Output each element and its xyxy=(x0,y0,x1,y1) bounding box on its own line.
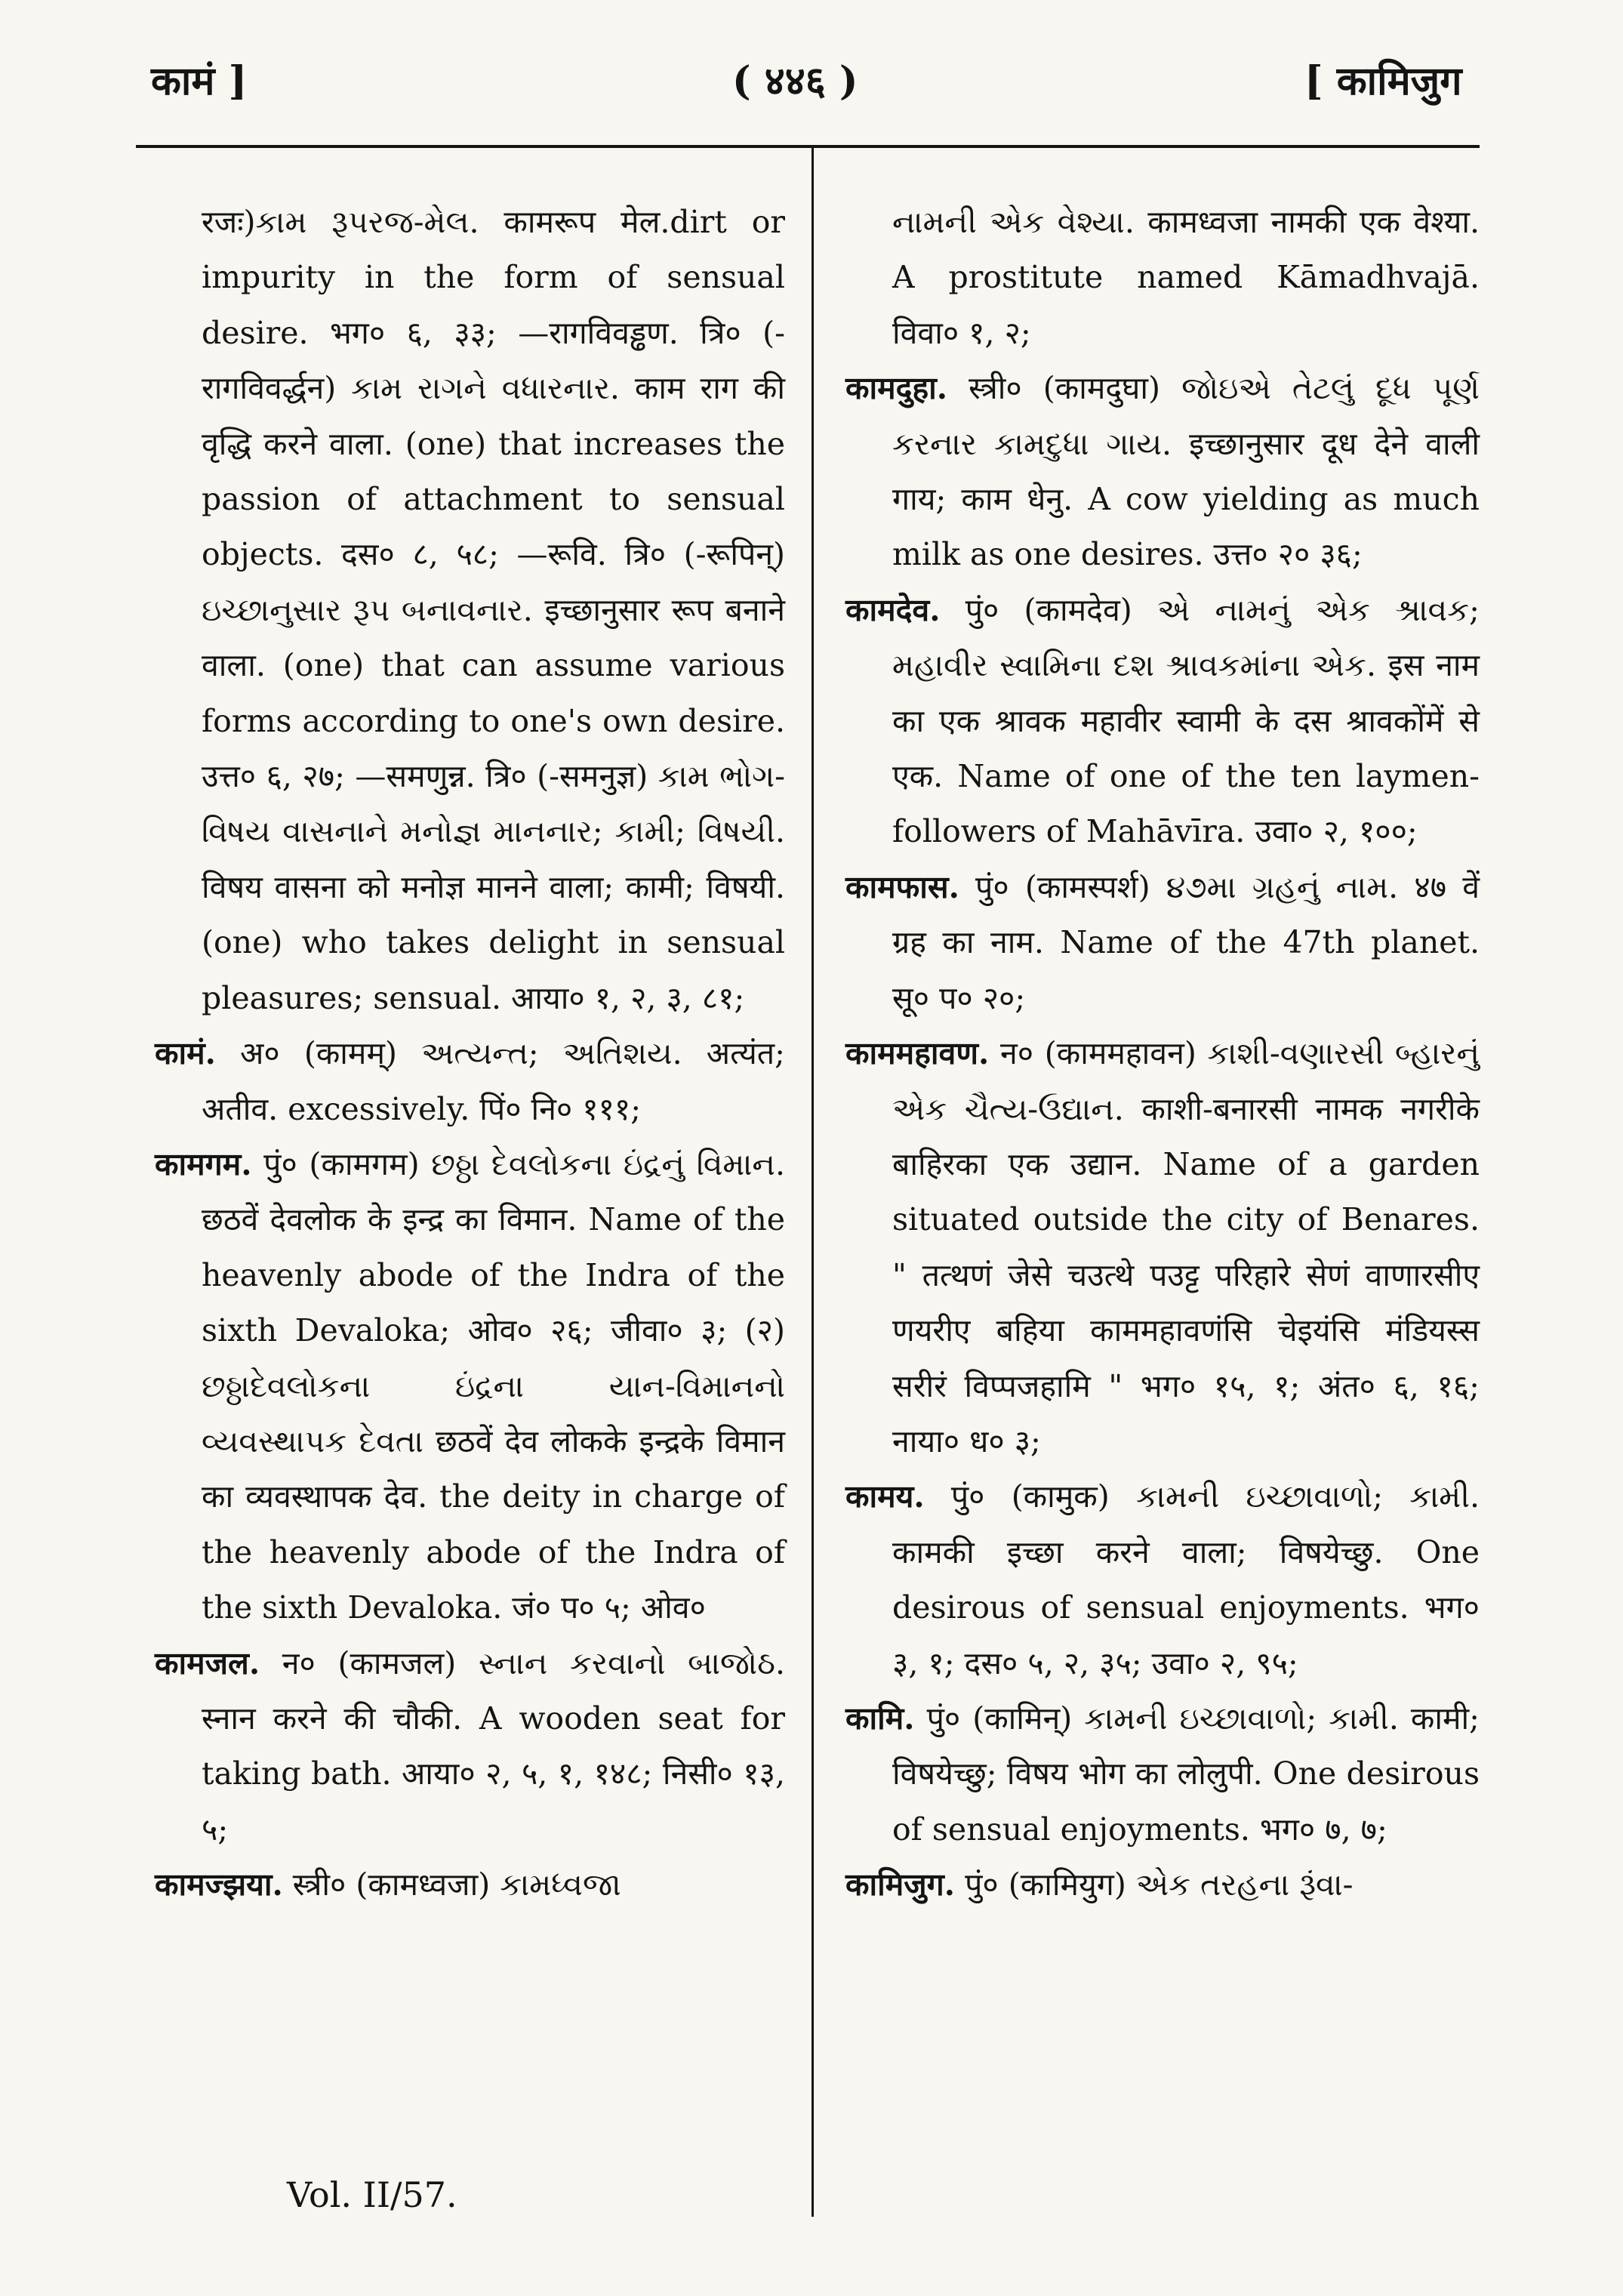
entry-headword: काममहावण. xyxy=(845,1035,990,1072)
entry-text: रजः)કામ રૂપરજ-મેલ. कामरूप मेल.dirt or impurity in the form of sensual desire. भग० ६, ३३; —रागविवड्ढण. त्रि० (-रागविवर्द्धन) કામ રાગને વધારનાર. काम राग की वृद्धि करने वाला. (one) that increases the passion of attachment to sensual objects. दस० ८, ५८; —रूवि. त्रि० (-रूपिन्) ઇચ્છાનુસાર રૂપ બનાવનાર. इच्छानुसार रूप बनाने वाला. (one) that can assume various forms according to one's own desire. उत्त० ६, २७; —समणुन्न. त्रि० (-समनुज्ञ) કામ ભોગ-વિષય વાસનાને મનોજ્ઞ માનનાર; કામી; વિષયી. विषय वासना को मनोज्ञ मानने वाला; कामी; विषयी. (one) who takes delight in sensual pleasures; sensual. आया० १, २, ३, ८१; xyxy=(202,204,785,1016)
entry-headword: कामं. xyxy=(155,1035,216,1072)
left-guide-word: कामं ] xyxy=(151,58,248,104)
dictionary-entry xyxy=(155,1857,785,1912)
entry-headword: कामगम. xyxy=(155,1145,252,1182)
dictionary-entry xyxy=(845,1857,1480,1912)
entry-text: स्त्री० (कामदुघा) જોઇએ તેટલું દૂધ પૂર્ણ કરનાર કામદુધા ગાય. इच्छानुसार दूध देने वाली गाय; काम धेनु. A cow yielding as much milk as one desires. उत्त० २० ३६; xyxy=(892,370,1480,573)
entry-headword: कामिजुग. xyxy=(845,1866,956,1903)
page-header xyxy=(0,53,1623,121)
volume-footer: Vol. II/57. xyxy=(287,2174,457,2215)
dictionary-entry xyxy=(155,195,785,1026)
entry-text: पुं० (कामुक) કામની ઇચ્છાવાળો; કામી. कामकी इच्छा करने वाला; विषयेच्छु. One desirous of sensual enjoyments. भग० ३, १; दस० ५, २, ३५; उवा० २, ९५; xyxy=(892,1478,1480,1681)
page-number: ( ४४६ ) xyxy=(732,58,858,104)
dictionary-entry xyxy=(845,1469,1480,1691)
entry-text: न० (काममहावन) કાશી-વણારસી બ્હારનું એક ચૈત્ય-ઉદ્યાન. काशी-बनारसी नामक नगरीके बाहिरका एक उद्यान. Name of a garden situated outside the city of Benares. " तत्थणं जेसे चउत्थे पउट्ट परिहारे सेणं वाणारसीए णयरीए बहिया काममहावणंसि चेइयंसि मंडियस्स सरीरं विप्पजहामि " भग० १५, १; अंत० ६, १६; नाया० ध० ३; xyxy=(892,1035,1480,1459)
entry-text: નામની એક વેશ્યા. कामध्वजा नामकी एक वेश्या. A prostitute named Kāmadhvajā. विवा० १, २; xyxy=(892,204,1480,351)
column-divider xyxy=(812,148,814,2217)
entry-headword: कामजल. xyxy=(155,1644,260,1681)
entry-text: न० (कामजल) સ્નાન કરવાનો બાજોઠ. स्नान करने की चौकी. A wooden seat for taking bath. आया० २, ५, १, १४८; निसी० १३, ५; xyxy=(202,1644,785,1848)
dictionary-entry xyxy=(845,583,1480,860)
entry-text: अ० (कामम्) અત્યન્ત; અતિશય. अत्यंत; अतीव. excessively. पिं० नि० १११; xyxy=(202,1035,785,1127)
entry-headword: कामय. xyxy=(845,1478,925,1515)
dictionary-entry xyxy=(845,361,1480,583)
entry-text: पुं० (कामस्पर्श) ૪૭મા ગ્રહનું નામ. ४७ वें ग्रह का नाम. Name of the 47th planet. सू० प० २०; xyxy=(892,868,1480,1016)
entry-headword: कामि. xyxy=(845,1700,915,1737)
right-column xyxy=(845,195,1480,1913)
header-rule xyxy=(136,145,1480,148)
dictionary-entry xyxy=(845,1691,1480,1857)
entry-headword: कामफास. xyxy=(845,868,959,905)
dictionary-entry xyxy=(845,860,1480,1026)
dictionary-entry xyxy=(155,1137,785,1636)
dictionary-entry xyxy=(155,1636,785,1858)
entry-text: पुं० (कामगम) છઠ્ઠા દેવલોકના ઇંદ્રનું વિમાન. छठवें देवलोक के इन्द्र का विमान. Name of the heavenly abode of the Indra of the sixth Devaloka; ओव० २६; जीवा० ३; (२) છઠ્ઠાદેવલોકના ઇંદ્રના યાન-વિમાનનો વ્યવસ્થાપક દેવતા छठवें देव लोकके इन्द्रके विमान का व्यवस्थापक देव. the deity in charge of the heavenly abode of the Indra of the sixth Devaloka. जं० प० ५; ओव० xyxy=(202,1145,785,1626)
left-column xyxy=(155,195,785,1913)
dictionary-entry xyxy=(845,195,1480,361)
right-guide-word: [ कामिजुग xyxy=(1304,58,1462,104)
entry-headword: कामज्झया. xyxy=(155,1866,283,1903)
entry-text: पुं० (कामिन्) કામની ઇચ્છાવાળો; કામી. कामी; विषयेच्छु; विषय भोग का लोलुपी. One desirous of sensual enjoyments. भग० ७, ७; xyxy=(892,1700,1480,1848)
entry-text: स्त्री० (कामध्वजा) કામધ્વજા xyxy=(292,1866,621,1903)
dictionary-entry xyxy=(155,1026,785,1137)
dictionary-entry xyxy=(845,1026,1480,1469)
entry-text: पुं० (कामदेव) એ નામનું એક શ્રાવક; મહાવીર સ્વામિના દશ શ્રાવકમાંના એક. इस नाम का एक श्रावक महावीर स्वामी के दस श्रावकोंमें से एक. Name of one of the ten laymen-followers of Mahāvīra. उवा० २, १००; xyxy=(892,591,1480,850)
entry-headword: कामदुहा. xyxy=(845,370,948,407)
entry-text: पुं० (कामियुग) એક તરહના રૂંવા- xyxy=(965,1866,1354,1903)
entry-headword: कामदेव. xyxy=(845,591,941,628)
